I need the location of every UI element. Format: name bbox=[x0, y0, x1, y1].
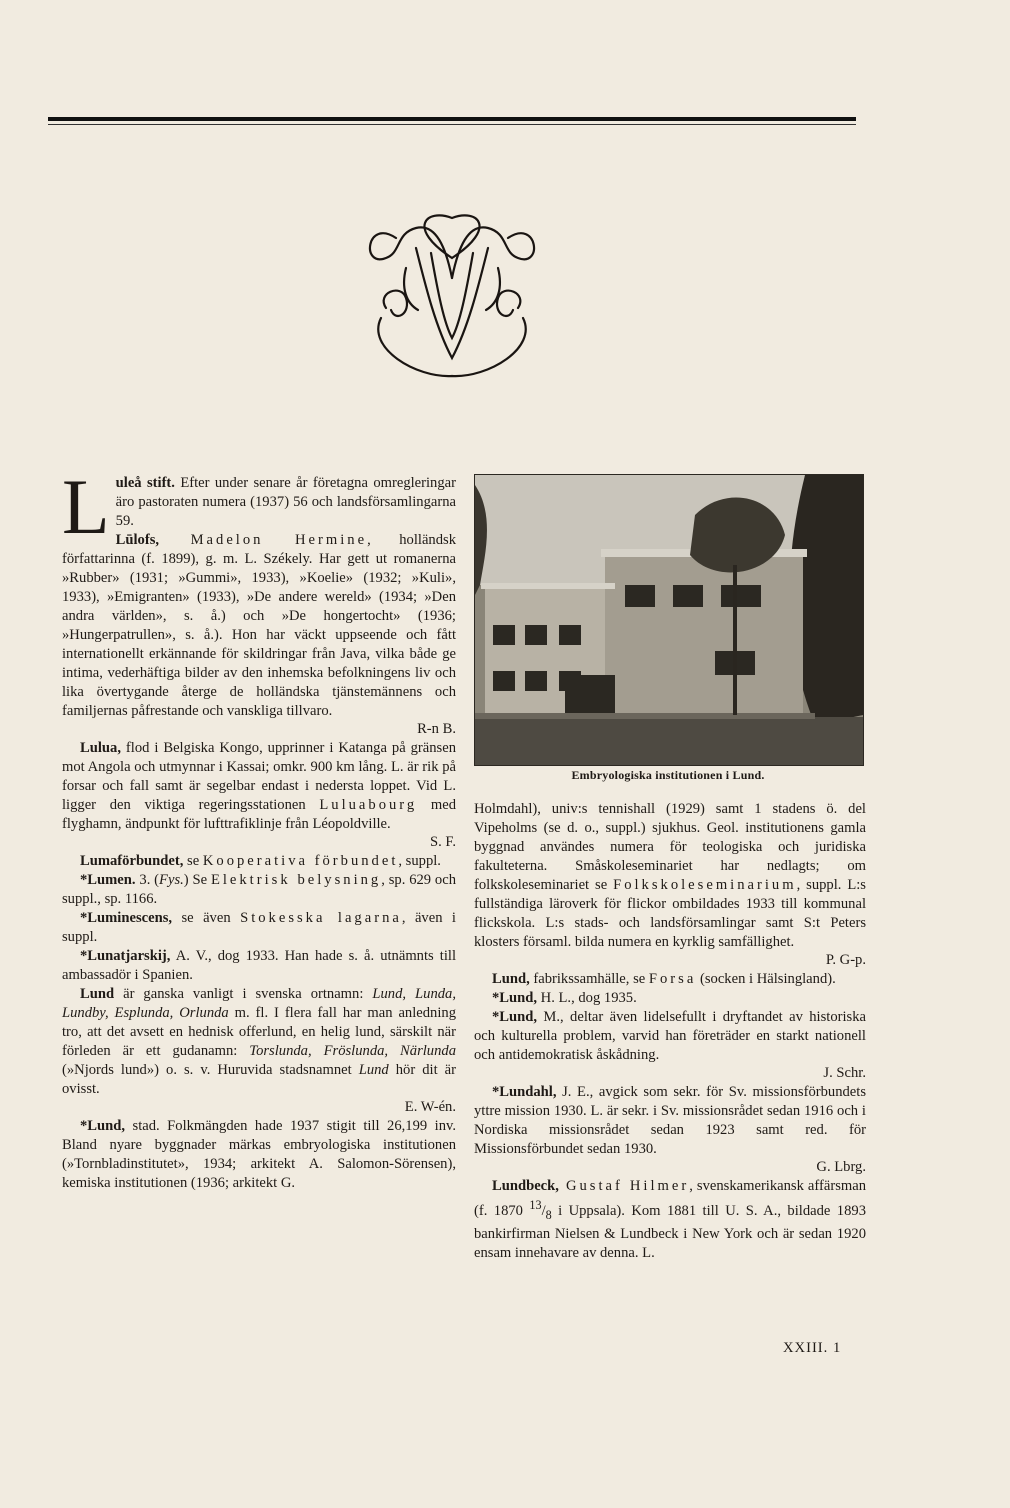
headword: *Lund, bbox=[492, 990, 538, 1006]
entry-text: 3. ( bbox=[135, 872, 160, 888]
entry-lund-m bbox=[474, 1008, 866, 1083]
signature: E. W-én. bbox=[404, 1099, 456, 1115]
spaced-name: Stokesska lagarna bbox=[240, 910, 402, 926]
header-rule-thick bbox=[48, 117, 856, 121]
entry-text: Holmdahl), univ:s tennishall (1929) samt 1 stadens ö. del Vipeholms (se d. o., suppl.) sjukhus. Geol. institutionens gamla byggnad användes numera för teologiska och juridiska fakulteterna. Småskoleseminariet har nedlagts; om folkskoleseminariet se bbox=[474, 801, 866, 893]
headword: *Lumen. bbox=[80, 872, 136, 888]
entry-text: ) Se bbox=[183, 872, 211, 888]
entry-text: , även i suppl. bbox=[62, 910, 456, 945]
italic-text: Lund, Lunda, Lundby, Esplunda, Orlunda bbox=[62, 986, 456, 1021]
signature: J. Schr. bbox=[823, 1065, 866, 1081]
entry-lulofs bbox=[62, 531, 456, 739]
entry-text: , sp. 629 och suppl., sp. 1166. bbox=[62, 872, 457, 907]
entry-text: i Uppsala). Kom 1881 till U. S. A., bildade 1893 bankirfirman Nielsen & Lundbeck i New York och är sedan 1920 ensam innehavare av denna. L. bbox=[474, 1202, 866, 1261]
entry-text: , holländsk författarinna (f. 1899), g. m. L. Székely. Har gett ut romanerna »Rubber» (1931; »Gummi», 1933), »Koelie» (1932; »Kuli», 1933), »Emigranten» (1933), »De andere wereld» (1934; »Den andra världen», s. å.) och »De hongertocht» (1936; »Hungerpatrullen», s. å.). Hon har väckt uppseende och fått internationellt erkännande för skildringar från Java, vilka både ge intima, vederhäftiga bilder av den inhemska befolkningens liv och lika övertygande återge de holländska tjänstemännens och familjernas påfrestande och vanskliga tillvaro. bbox=[62, 532, 456, 719]
entry-lundahl bbox=[474, 1083, 866, 1177]
figure-caption: Embryologiska institutionen i Lund. bbox=[571, 768, 765, 782]
entry-lundbeck bbox=[474, 1177, 866, 1263]
headword: Lundbeck, bbox=[492, 1178, 559, 1194]
entry-text: fabrikssamhälle, se bbox=[529, 971, 649, 987]
spaced-name: Folkskoleseminarium bbox=[613, 877, 797, 893]
headword: *Lund, bbox=[80, 1118, 126, 1134]
entry-lulua bbox=[62, 739, 456, 852]
entry-text: hör dit är ovisst. bbox=[62, 1062, 456, 1097]
spaced-name: Madelon Hermine bbox=[159, 532, 368, 548]
headword: Lund bbox=[80, 986, 115, 1002]
signature: S. F. bbox=[429, 834, 456, 850]
entry-lund-stad-continued bbox=[474, 800, 866, 970]
spaced-name: Forsa bbox=[648, 971, 697, 987]
entry-lunatjarskij bbox=[62, 947, 456, 985]
headword: Lulua, bbox=[80, 740, 121, 756]
entry-text: med flyghamn, ändpunkt för lufttrafiklinje från Léopoldville. bbox=[62, 797, 456, 832]
entry-text: är ganska vanligt i svenska ortnamn: bbox=[114, 986, 373, 1002]
headword: *Lunatjarskij, bbox=[80, 948, 171, 964]
italic-text: Torslunda, Fröslunda, Närlunda bbox=[249, 1043, 456, 1059]
signature: R-n B. bbox=[417, 721, 456, 737]
page-folio: XXIII. 1 bbox=[783, 1340, 842, 1356]
entry-text: flod i Belgiska Kongo, upprinner i Katanga på gränsen mot Angola och utmynnar i Kassai; omkr. 900 km lång. L. är rik på forsar och fall samt är segelbar endast i nedersta loppet. Vid L. ligger den viktiga regeringsstationen bbox=[62, 740, 456, 813]
superscript: 13 bbox=[529, 1198, 542, 1212]
entry-text: , svenskamerikansk affärsman (f. 1870 bbox=[474, 1178, 867, 1219]
entry-text: M., deltar även lidelsefullt i dryftandet av historiska och kulturella problem, varvid han företräder en starkt nationell och antidemokratisk åskådning. bbox=[474, 1009, 866, 1063]
entry-text: , suppl. bbox=[398, 853, 441, 869]
entry-text: , suppl. L:s fullständiga läroverk för flickor ombildades 1933 till kommunal flickskola. L:s stads- och landsförsamlingar samt S:t Peters klosters församl. bilda numera en kyrklig samfällighet. bbox=[474, 877, 866, 950]
entry-text: se bbox=[183, 853, 203, 869]
entry-text: m. fl. I flera fall har man anledning tro, att det avsett en hednisk offerlund, en helig lund, särskilt när förleden är ett gudanamn: bbox=[62, 1005, 456, 1059]
building-photo bbox=[474, 474, 864, 766]
monogram-ornament bbox=[356, 198, 548, 388]
entry-text: J. E., avgick som sekr. för Sv. missionsförbundets yttre mission 1930. L. är sekr. i Sv. missionsrådet sedan 1916 och i Nordiska missionsrådet sedan 1923 samt red. för Missionsförbundet sedan 1930. bbox=[474, 1084, 866, 1157]
entry-text: H. L., dog 1935. bbox=[537, 990, 637, 1006]
entry-text: (socken i Hälsingland). bbox=[696, 971, 836, 987]
subscript: 8 bbox=[545, 1207, 552, 1222]
entry-text: / bbox=[541, 1202, 546, 1219]
header-rule-thin bbox=[48, 124, 856, 125]
headword: Lund, bbox=[492, 971, 530, 987]
entry-text: Efter under senare år företagna omregleringar äro pastoraten numera (1937) 56 och landsförsamlingarna 59. bbox=[115, 475, 456, 529]
entry-luminescens bbox=[62, 909, 456, 947]
entry-lumaforbundet bbox=[62, 852, 456, 871]
entry-text: (»Njords lund») o. s. v. Huruvida stadsnamnet bbox=[62, 1062, 359, 1078]
spaced-name: Gustaf Hilmer bbox=[558, 1178, 690, 1194]
entry-lund-stad bbox=[62, 1117, 456, 1193]
entry-lund-ortnamn bbox=[62, 985, 456, 1117]
spaced-name: Kooperativa förbundet bbox=[202, 853, 399, 869]
right-column bbox=[474, 800, 866, 1263]
italic-text: Lund bbox=[358, 1062, 389, 1078]
spaced-name: Luluabourg bbox=[319, 797, 418, 813]
headword: *Lundahl, bbox=[492, 1084, 557, 1100]
drop-cap: L bbox=[62, 463, 110, 550]
headword: *Luminescens, bbox=[80, 910, 173, 926]
headword: uleå stift. bbox=[115, 475, 175, 491]
entry-text: se även bbox=[172, 910, 241, 926]
entry-text: stad. Folkmängden hade 1937 stigit till 26,199 inv. Bland nyare byggnader märkas embryologiska institutionen (»Tornbladinstitutet», 1934; arkitekt A. Salomon-Sörensen), kemiska institutionen (1936; arkitekt G. bbox=[62, 1118, 456, 1191]
entry-lumen bbox=[62, 871, 456, 909]
headword: Lumaförbundet, bbox=[80, 853, 184, 869]
entry-lund-fabrikssamhalle bbox=[474, 970, 866, 989]
entry-lund-hl bbox=[474, 989, 866, 1008]
signature: G. Lbrg. bbox=[816, 1159, 866, 1175]
italic-text: Fys. bbox=[159, 872, 184, 888]
headword: *Lund, bbox=[492, 1009, 538, 1025]
entry-text: A. V., dog 1933. Han hade s. å. utnämnts till ambassadör i Spanien. bbox=[62, 948, 456, 983]
signature: P. G-p. bbox=[825, 952, 866, 968]
spaced-name: Elektrisk belysning bbox=[210, 872, 382, 888]
left-column bbox=[62, 463, 457, 1193]
headword: Lūlofs, bbox=[115, 532, 160, 548]
